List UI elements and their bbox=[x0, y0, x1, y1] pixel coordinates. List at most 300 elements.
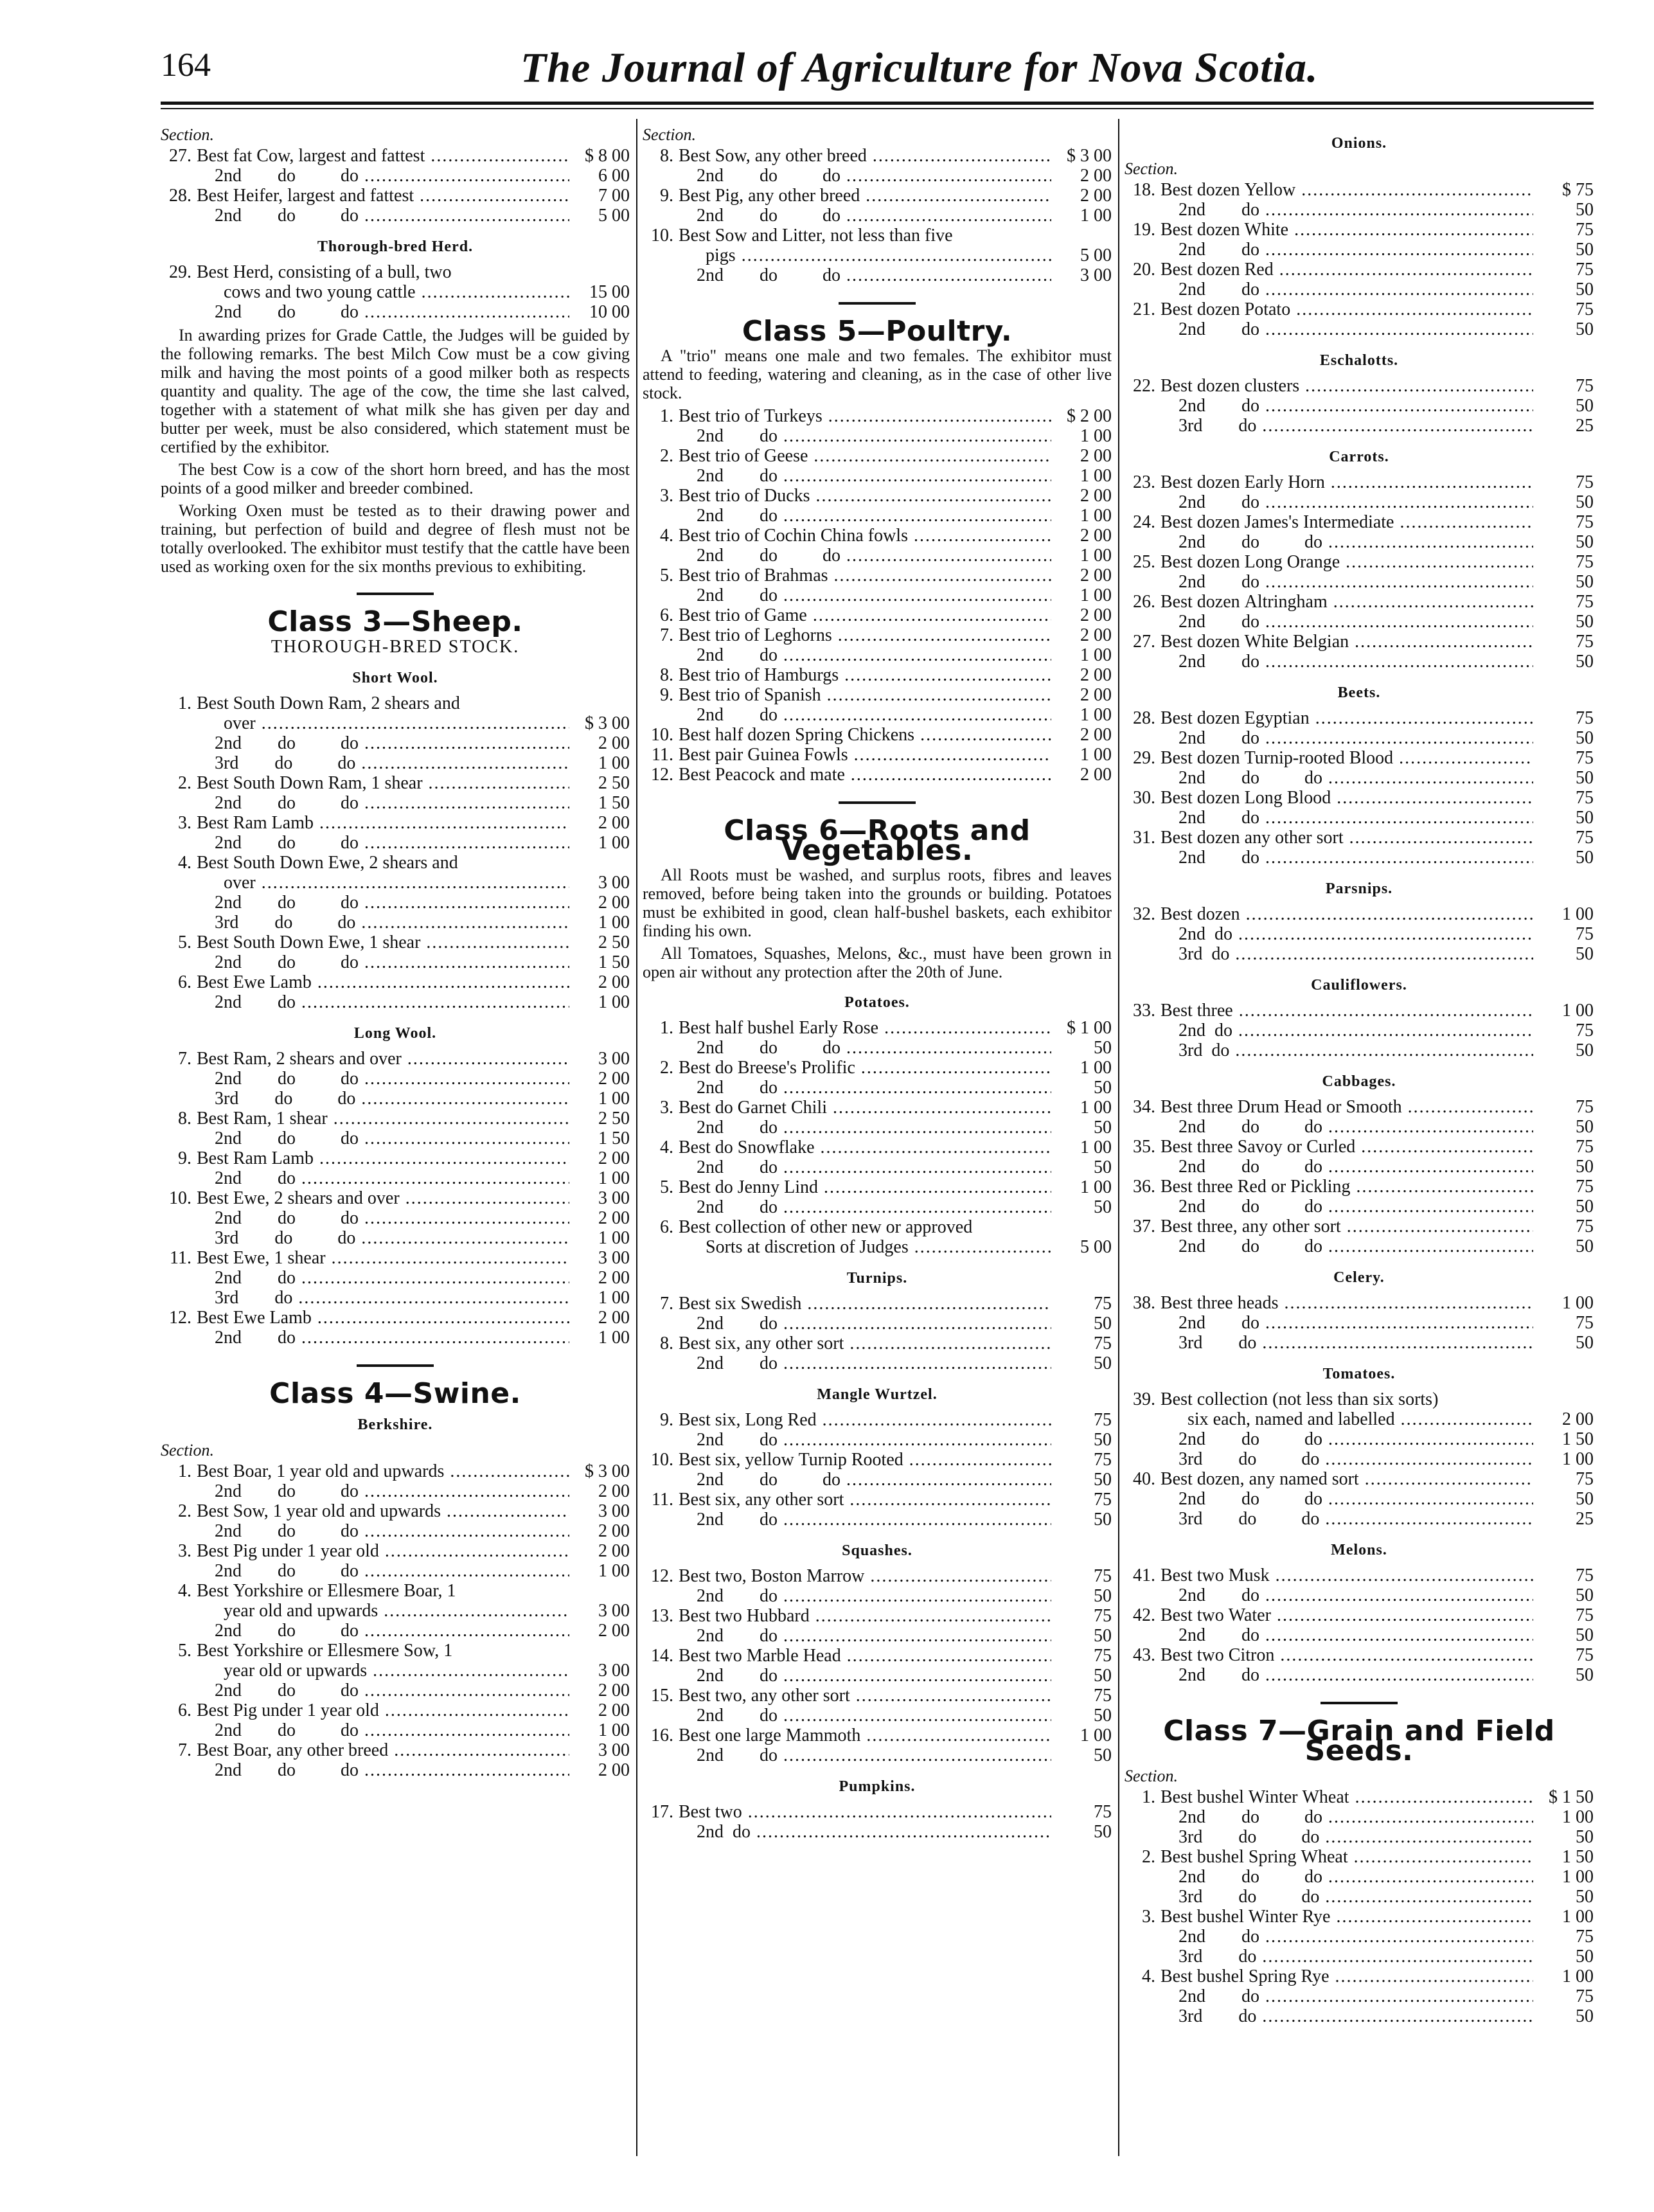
item-description: Best collection (not less than six sorts) bbox=[1160, 1389, 1439, 1409]
prize-list-item bbox=[161, 913, 630, 932]
prize-amount: 1 00 bbox=[1051, 206, 1112, 226]
prize-amount: 2 50 bbox=[569, 773, 630, 793]
prize-amount: $ 2 00 bbox=[1051, 406, 1112, 426]
item-description: Best half dozen Spring Chickens ..... bbox=[679, 725, 1051, 745]
prize-list-item bbox=[643, 645, 1112, 665]
item-number: 29. bbox=[169, 262, 191, 282]
prize-list-item bbox=[643, 1137, 1112, 1157]
prize-list-item bbox=[1125, 260, 1594, 280]
prize-amount: 1 00 bbox=[1533, 1807, 1594, 1827]
prize-list-item bbox=[1125, 612, 1594, 632]
item-description: 2nd do do ..... bbox=[1160, 532, 1533, 552]
prize-list-item bbox=[1125, 1585, 1594, 1605]
item-description: Best dozen Yellow ..... bbox=[1160, 180, 1533, 200]
prize-amount: 2 00 bbox=[569, 733, 630, 753]
item-description: 2nd do do ..... bbox=[1160, 1197, 1533, 1217]
prize-amount: 50 bbox=[1533, 532, 1594, 552]
prize-list-item bbox=[1125, 1389, 1594, 1409]
prize-list-item bbox=[1125, 1947, 1594, 1967]
prize-list-item bbox=[643, 1586, 1112, 1606]
item-description: Best Pig under 1 year old ..... bbox=[197, 1541, 569, 1561]
prize-list-item bbox=[1125, 200, 1594, 220]
prize-amount: 75 bbox=[1533, 788, 1594, 808]
prize-amount: 50 bbox=[1051, 1430, 1112, 1450]
item-description: 2nd do ..... bbox=[1160, 1665, 1533, 1685]
section-rule bbox=[357, 1364, 434, 1367]
prize-amount: 75 bbox=[1533, 1565, 1594, 1585]
prize-amount: 2 00 bbox=[1051, 486, 1112, 506]
prize-amount: 75 bbox=[1533, 1605, 1594, 1625]
subheading: Tomatoes. bbox=[1322, 1366, 1396, 1382]
prize-list-item bbox=[1125, 552, 1594, 572]
prize-list-item bbox=[643, 265, 1112, 285]
item-description: 2nd do do ..... bbox=[679, 1038, 1051, 1058]
item-description: cows and two young cattle ..... bbox=[197, 282, 569, 302]
prize-amount: $ 1 00 bbox=[1051, 1018, 1112, 1038]
prize-list-item bbox=[161, 146, 630, 166]
prize-amount: 2 50 bbox=[569, 1109, 630, 1128]
prize-amount: 25 bbox=[1533, 416, 1594, 436]
prize-amount: 5 00 bbox=[1051, 245, 1112, 265]
prize-list-item bbox=[161, 1661, 630, 1681]
prize-amount: 75 bbox=[1533, 1313, 1594, 1333]
prize-list-item bbox=[643, 546, 1112, 566]
prize-list-item bbox=[161, 1308, 630, 1328]
item-description: 2nd do do ..... bbox=[197, 793, 569, 813]
item-description: 2nd do ..... bbox=[197, 1168, 569, 1188]
prize-list-item bbox=[643, 1510, 1112, 1530]
prize-list-item bbox=[1125, 592, 1594, 612]
item-description: Best South Down Ewe, 2 shears and bbox=[197, 853, 458, 873]
prize-amount: 75 bbox=[1051, 1606, 1112, 1626]
item-description: 2nd do do ..... bbox=[1160, 768, 1533, 788]
prize-amount: 75 bbox=[1051, 1686, 1112, 1706]
item-number: 10. bbox=[651, 226, 673, 245]
item-description: 2nd do ..... bbox=[679, 1197, 1051, 1217]
item-number: 25. bbox=[1133, 552, 1155, 572]
item-description: 2nd do do ..... bbox=[679, 546, 1051, 566]
prize-amount: 75 bbox=[1051, 1566, 1112, 1586]
subheading: Beets. bbox=[1337, 684, 1381, 701]
prize-amount: 50 bbox=[1533, 1489, 1594, 1509]
prize-list-item bbox=[1125, 1429, 1594, 1449]
prize-amount: 50 bbox=[1051, 1745, 1112, 1765]
item-description: Best dozen James's Intermediate ..... bbox=[1160, 512, 1533, 532]
prize-amount: 2 00 bbox=[1051, 166, 1112, 186]
prize-list-item bbox=[643, 245, 1112, 265]
item-number: 40. bbox=[1133, 1469, 1155, 1489]
prize-list-item bbox=[643, 1333, 1112, 1353]
item-description: 2nd do ..... bbox=[197, 1268, 569, 1288]
item-number: 21. bbox=[1133, 299, 1155, 319]
prize-list-item bbox=[161, 302, 630, 322]
prize-amount: 2 00 bbox=[569, 972, 630, 992]
item-description: Best trio of Turkeys ..... bbox=[679, 406, 1051, 426]
prize-amount: 75 bbox=[1533, 376, 1594, 396]
item-number: 1. bbox=[660, 1018, 673, 1038]
prize-amount: 1 00 bbox=[1051, 466, 1112, 486]
prize-list-item bbox=[1125, 848, 1594, 868]
prize-amount: 50 bbox=[1051, 1118, 1112, 1137]
item-description: 2nd do do ..... bbox=[197, 1128, 569, 1148]
prize-amount: 10 00 bbox=[569, 302, 630, 322]
prize-list-item bbox=[643, 1646, 1112, 1666]
prize-list-item bbox=[643, 1038, 1112, 1058]
prize-amount: 75 bbox=[1533, 1469, 1594, 1489]
item-number: 35. bbox=[1133, 1137, 1155, 1157]
prize-amount: 50 bbox=[1051, 1197, 1112, 1217]
prize-amount: 2 00 bbox=[569, 1760, 630, 1780]
item-number: 2. bbox=[660, 446, 673, 466]
prize-amount: 1 00 bbox=[1051, 645, 1112, 665]
prize-list-item bbox=[1125, 1097, 1594, 1117]
item-description: 2nd do ..... bbox=[1160, 1313, 1533, 1333]
prize-amount: 75 bbox=[1533, 260, 1594, 280]
item-description: Sorts at discretion of Judges ..... bbox=[679, 1237, 1051, 1257]
prize-amount: 75 bbox=[1533, 1986, 1594, 2006]
item-description: Best dozen Egyptian ..... bbox=[1160, 708, 1533, 728]
item-number: 34. bbox=[1133, 1097, 1155, 1117]
prize-list-item bbox=[1125, 944, 1594, 964]
item-description: Best Ewe, 1 shear ..... bbox=[197, 1248, 569, 1268]
item-number: 6. bbox=[660, 605, 673, 625]
prize-list-item bbox=[643, 1686, 1112, 1706]
prize-list-item bbox=[161, 1228, 630, 1248]
prize-amount: 3 00 bbox=[569, 1740, 630, 1760]
prize-list-item bbox=[643, 1353, 1112, 1373]
subheading: Potatoes. bbox=[844, 994, 910, 1011]
prize-list-item bbox=[1125, 532, 1594, 552]
item-description: Best trio of Cochin China fowls ..... bbox=[679, 526, 1051, 546]
prize-list-item bbox=[161, 1561, 630, 1581]
item-number: 11. bbox=[652, 1490, 673, 1510]
prize-list-item bbox=[1125, 280, 1594, 299]
prize-amount: 50 bbox=[1533, 944, 1594, 964]
prize-amount: 75 bbox=[1533, 1021, 1594, 1040]
prize-list-item bbox=[161, 1089, 630, 1109]
prize-amount: 1 00 bbox=[1051, 1177, 1112, 1197]
item-number: 4. bbox=[178, 1581, 191, 1601]
prize-amount: 75 bbox=[1533, 1177, 1594, 1197]
item-number: 36. bbox=[1133, 1177, 1155, 1197]
item-description: Best dozen Red ..... bbox=[1160, 260, 1533, 280]
prize-amount: 50 bbox=[1051, 1038, 1112, 1058]
prize-list-item bbox=[161, 166, 630, 186]
prize-list-item bbox=[643, 186, 1112, 206]
item-description: 2nd do do ..... bbox=[197, 1069, 569, 1089]
item-description: 2nd do ..... bbox=[679, 1430, 1051, 1450]
prize-list-item bbox=[1125, 299, 1594, 319]
item-number: 1. bbox=[660, 406, 673, 426]
prize-list-item bbox=[643, 426, 1112, 446]
item-description: Best Ewe Lamb ..... bbox=[197, 972, 569, 992]
prize-amount: 2 00 bbox=[1051, 725, 1112, 745]
item-number: 14. bbox=[651, 1646, 673, 1666]
item-number: 4. bbox=[178, 853, 191, 873]
section-rule bbox=[839, 302, 916, 305]
item-description: Best six, any other sort ..... bbox=[679, 1490, 1051, 1510]
item-number: 12. bbox=[651, 1566, 673, 1586]
prize-list-item bbox=[1125, 1665, 1594, 1685]
item-description: 2nd do ..... bbox=[679, 1353, 1051, 1373]
item-number: 29. bbox=[1133, 748, 1155, 768]
prize-amount: 50 bbox=[1533, 280, 1594, 299]
subheading: Mangle Wurtzel. bbox=[817, 1386, 938, 1403]
item-description: 2nd do ..... bbox=[1160, 612, 1533, 632]
item-number: 10. bbox=[651, 1450, 673, 1470]
item-description: 2nd do ..... bbox=[679, 506, 1051, 526]
prize-amount: 75 bbox=[1533, 1137, 1594, 1157]
prize-amount: 1 00 bbox=[1533, 1293, 1594, 1313]
column-divider bbox=[1118, 119, 1119, 2156]
item-description: over ..... bbox=[197, 873, 569, 893]
prize-list-item bbox=[1125, 1001, 1594, 1021]
prize-amount: 1 00 bbox=[1051, 705, 1112, 725]
item-description: 2nd do do ..... bbox=[197, 733, 569, 753]
item-number: 3. bbox=[660, 1098, 673, 1118]
prize-list-item bbox=[1125, 1827, 1594, 1847]
item-description: Best one large Mammoth ..... bbox=[679, 1726, 1051, 1745]
prize-amount: 2 00 bbox=[1051, 566, 1112, 585]
prize-amount: 75 bbox=[1533, 1645, 1594, 1665]
prize-list-item bbox=[161, 1700, 630, 1720]
item-description: Best Sow and Litter, not less than five bbox=[679, 226, 953, 245]
prize-amount: 1 50 bbox=[1533, 1429, 1594, 1449]
prize-amount: 5 00 bbox=[1051, 1237, 1112, 1257]
prize-amount: 2 00 bbox=[569, 1308, 630, 1328]
prize-amount: 1 00 bbox=[1051, 745, 1112, 765]
class-heading: Class 5—Poultry. bbox=[742, 315, 1013, 348]
prize-amount: 50 bbox=[1533, 1333, 1594, 1353]
prize-amount: 75 bbox=[1533, 1927, 1594, 1947]
item-number: 32. bbox=[1133, 904, 1155, 924]
prize-list-item bbox=[161, 1740, 630, 1760]
prize-amount: 1 00 bbox=[1051, 585, 1112, 605]
item-description: Best three ..... bbox=[1160, 1001, 1533, 1021]
item-description: year old or upwards ..... bbox=[197, 1661, 569, 1681]
prize-list-item bbox=[1125, 1293, 1594, 1313]
prize-amount: 1 50 bbox=[569, 1128, 630, 1148]
prize-list-item bbox=[161, 893, 630, 913]
item-description: 2nd do ..... bbox=[679, 1745, 1051, 1765]
section-label: Section. bbox=[1125, 159, 1178, 178]
prize-amount: 75 bbox=[1533, 299, 1594, 319]
section-label: Section. bbox=[161, 1441, 215, 1459]
prize-amount: 50 bbox=[1533, 1827, 1594, 1847]
item-description: 2nd do do ..... bbox=[679, 206, 1051, 226]
item-description: 2nd do do ..... bbox=[197, 1621, 569, 1641]
prize-amount: 7 00 bbox=[569, 186, 630, 206]
prize-list-item bbox=[1125, 240, 1594, 260]
item-description: Best two ..... bbox=[679, 1802, 1051, 1822]
prize-list-item bbox=[161, 813, 630, 833]
item-number: 31. bbox=[1133, 828, 1155, 848]
item-description: Best dozen Altringham ..... bbox=[1160, 592, 1533, 612]
item-description: Best dozen ..... bbox=[1160, 904, 1533, 924]
prize-amount: 50 bbox=[1533, 1157, 1594, 1177]
item-description: Best Pig under 1 year old ..... bbox=[197, 1700, 569, 1720]
item-description: 2nd do ..... bbox=[1160, 1585, 1533, 1605]
item-number: 28. bbox=[1133, 708, 1155, 728]
item-description: Best do Snowflake ..... bbox=[679, 1137, 1051, 1157]
item-number: 5. bbox=[178, 932, 191, 952]
prize-list-item bbox=[1125, 808, 1594, 828]
prize-list-item bbox=[161, 1248, 630, 1268]
item-description: 2nd do do ..... bbox=[197, 952, 569, 972]
item-description: 2nd do do ..... bbox=[197, 1208, 569, 1228]
prize-list-item bbox=[643, 1177, 1112, 1197]
prize-amount: 50 bbox=[1533, 1625, 1594, 1645]
prize-list-item bbox=[161, 1128, 630, 1148]
prize-amount: 50 bbox=[1533, 2006, 1594, 2026]
item-description: Best Yorkshire or Ellesmere Boar, 1 bbox=[197, 1581, 456, 1601]
prize-amount: 50 bbox=[1533, 728, 1594, 748]
item-description: 2nd do do ..... bbox=[1160, 1236, 1533, 1256]
prize-amount: 2 00 bbox=[569, 1681, 630, 1700]
prize-amount: 1 00 bbox=[569, 1228, 630, 1248]
prize-amount: 1 50 bbox=[569, 793, 630, 813]
item-description: Best fat Cow, largest and fattest ..... bbox=[197, 146, 569, 166]
item-description: 2nd do do ..... bbox=[1160, 1807, 1533, 1827]
item-number: 27. bbox=[1133, 632, 1155, 652]
prize-list-item bbox=[161, 1601, 630, 1621]
item-number: 10. bbox=[169, 1188, 191, 1208]
prize-list-item bbox=[161, 952, 630, 972]
prize-amount: 50 bbox=[1533, 1040, 1594, 1060]
item-number: 12. bbox=[169, 1308, 191, 1328]
prize-amount: 50 bbox=[1533, 572, 1594, 592]
prize-list-item bbox=[161, 753, 630, 773]
prize-amount: 1 00 bbox=[1533, 904, 1594, 924]
item-description: 2nd do ..... bbox=[1160, 240, 1533, 260]
item-number: 17. bbox=[651, 1802, 673, 1822]
prize-list-item bbox=[1125, 1217, 1594, 1236]
section-rule bbox=[839, 801, 916, 804]
prize-list-item bbox=[1125, 1489, 1594, 1509]
subheading: Squashes. bbox=[842, 1542, 912, 1559]
item-description: 2nd do ..... bbox=[679, 705, 1051, 725]
item-number: 24. bbox=[1133, 512, 1155, 532]
item-description: Best dozen White Belgian ..... bbox=[1160, 632, 1533, 652]
rules-paragraph: The best Cow is a cow of the short horn breed, and has the most points of a good milker and breeder combined. bbox=[161, 460, 630, 497]
prize-list-item bbox=[1125, 376, 1594, 396]
prize-amount: 50 bbox=[1051, 1510, 1112, 1530]
item-description: Best six, any other sort ..... bbox=[679, 1333, 1051, 1353]
item-number: 2. bbox=[178, 1501, 191, 1521]
item-description: 3rd do do ..... bbox=[1160, 1887, 1533, 1907]
item-description: 2nd do ..... bbox=[1160, 848, 1533, 868]
item-description: 2nd do ..... bbox=[679, 1157, 1051, 1177]
item-description: 3rd do ..... bbox=[1160, 1333, 1533, 1353]
prize-amount: 3 00 bbox=[569, 1049, 630, 1069]
subheading: Pumpkins. bbox=[839, 1778, 916, 1795]
prize-list-item bbox=[161, 693, 630, 713]
item-description: 2nd do ..... bbox=[679, 1586, 1051, 1606]
item-description: Best bushel Spring Rye ..... bbox=[1160, 1967, 1533, 1986]
item-description: Best trio of Brahmas ..... bbox=[679, 566, 1051, 585]
item-number: 38. bbox=[1133, 1293, 1155, 1313]
item-number: 7. bbox=[178, 1740, 191, 1760]
item-description: 3rd do do ..... bbox=[197, 1228, 569, 1248]
prize-list-item bbox=[161, 932, 630, 952]
item-number: 6. bbox=[660, 1217, 673, 1237]
item-description: 2nd do do ..... bbox=[1160, 1117, 1533, 1137]
item-description: over ..... bbox=[197, 713, 569, 733]
prize-list-item bbox=[643, 506, 1112, 526]
item-description: 2nd do do ..... bbox=[197, 1681, 569, 1700]
item-description: Best bushel Winter Rye ..... bbox=[1160, 1907, 1533, 1927]
prize-list-item bbox=[1125, 1117, 1594, 1137]
class-heading: Class 6—Roots and Vegetables. bbox=[724, 814, 1031, 867]
prize-list-item bbox=[1125, 1236, 1594, 1256]
item-number: 8. bbox=[660, 146, 673, 166]
prize-list-item bbox=[643, 1410, 1112, 1430]
prize-amount: 50 bbox=[1533, 492, 1594, 512]
item-description: 2nd do ..... bbox=[679, 1314, 1051, 1333]
prize-amount: 75 bbox=[1533, 1097, 1594, 1117]
item-description: Best Heifer, largest and fattest ..... bbox=[197, 186, 569, 206]
item-description: 3rd do ..... bbox=[1160, 416, 1533, 436]
item-description: 3rd do do ..... bbox=[197, 913, 569, 932]
item-description: 3rd do ..... bbox=[1160, 1947, 1533, 1967]
prize-list-item bbox=[643, 566, 1112, 585]
prize-amount: 2 00 bbox=[1051, 765, 1112, 785]
prize-list-item bbox=[161, 1760, 630, 1780]
prize-list-item bbox=[161, 282, 630, 302]
prize-amount: 50 bbox=[1533, 1585, 1594, 1605]
prize-list-item bbox=[643, 1745, 1112, 1765]
item-description: Best Yorkshire or Ellesmere Sow, 1 bbox=[197, 1641, 453, 1661]
prize-amount: 2 00 bbox=[569, 1621, 630, 1641]
item-description: Best dozen clusters ..... bbox=[1160, 376, 1533, 396]
item-description: Best Ewe Lamb ..... bbox=[197, 1308, 569, 1328]
prize-amount: 75 bbox=[1051, 1410, 1112, 1430]
prize-amount: 50 bbox=[1051, 1822, 1112, 1842]
prize-amount: 2 00 bbox=[569, 1268, 630, 1288]
item-number: 9. bbox=[178, 1148, 191, 1168]
item-number: 15. bbox=[651, 1686, 673, 1706]
prize-amount: 3 00 bbox=[569, 1501, 630, 1521]
item-description: pigs ..... bbox=[679, 245, 1051, 265]
header-rule bbox=[161, 102, 1594, 105]
prize-amount: 50 bbox=[1533, 848, 1594, 868]
prize-list-item bbox=[643, 486, 1112, 506]
item-description: Best trio of Ducks ..... bbox=[679, 486, 1051, 506]
item-description: six each, named and labelled ..... bbox=[1160, 1409, 1533, 1429]
item-description: Best Sow, any other breed ..... bbox=[679, 146, 1051, 166]
item-description: 3rd do do ..... bbox=[1160, 1827, 1533, 1847]
item-description: Best three Savoy or Curled ..... bbox=[1160, 1137, 1533, 1157]
item-description: 3rd do ..... bbox=[1160, 2006, 1533, 2026]
prize-list-item bbox=[161, 1069, 630, 1089]
item-description: Best Pig, any other breed ..... bbox=[679, 186, 1051, 206]
prize-list-item bbox=[1125, 416, 1594, 436]
prize-amount: 3 00 bbox=[569, 873, 630, 893]
prize-amount: 50 bbox=[1533, 1197, 1594, 1217]
prize-amount: 1 00 bbox=[1051, 1726, 1112, 1745]
prize-list-item bbox=[1125, 396, 1594, 416]
prize-amount: 50 bbox=[1051, 1666, 1112, 1686]
item-description: 2nd do ..... bbox=[197, 992, 569, 1012]
prize-list-item bbox=[643, 446, 1112, 466]
prize-amount: 50 bbox=[1533, 768, 1594, 788]
item-description: Best Sow, 1 year old and upwards ..... bbox=[197, 1501, 569, 1521]
prize-amount: 1 50 bbox=[1533, 1847, 1594, 1867]
item-number: 3. bbox=[660, 486, 673, 506]
prize-list-item bbox=[1125, 1197, 1594, 1217]
rules-paragraph: In awarding prizes for Grade Cattle, the Judges will be guided by the following remarks. The best Milch Cow must be a cow giving milk and having the most points of a good milker both as respects quantity and quality. The age of the cow, the time she last calved, together with a statement of what milk she has given per day and butter per week, must be also considered, which statement must be certified by the exhibitor. bbox=[161, 326, 630, 456]
item-number: 3. bbox=[178, 1541, 191, 1561]
